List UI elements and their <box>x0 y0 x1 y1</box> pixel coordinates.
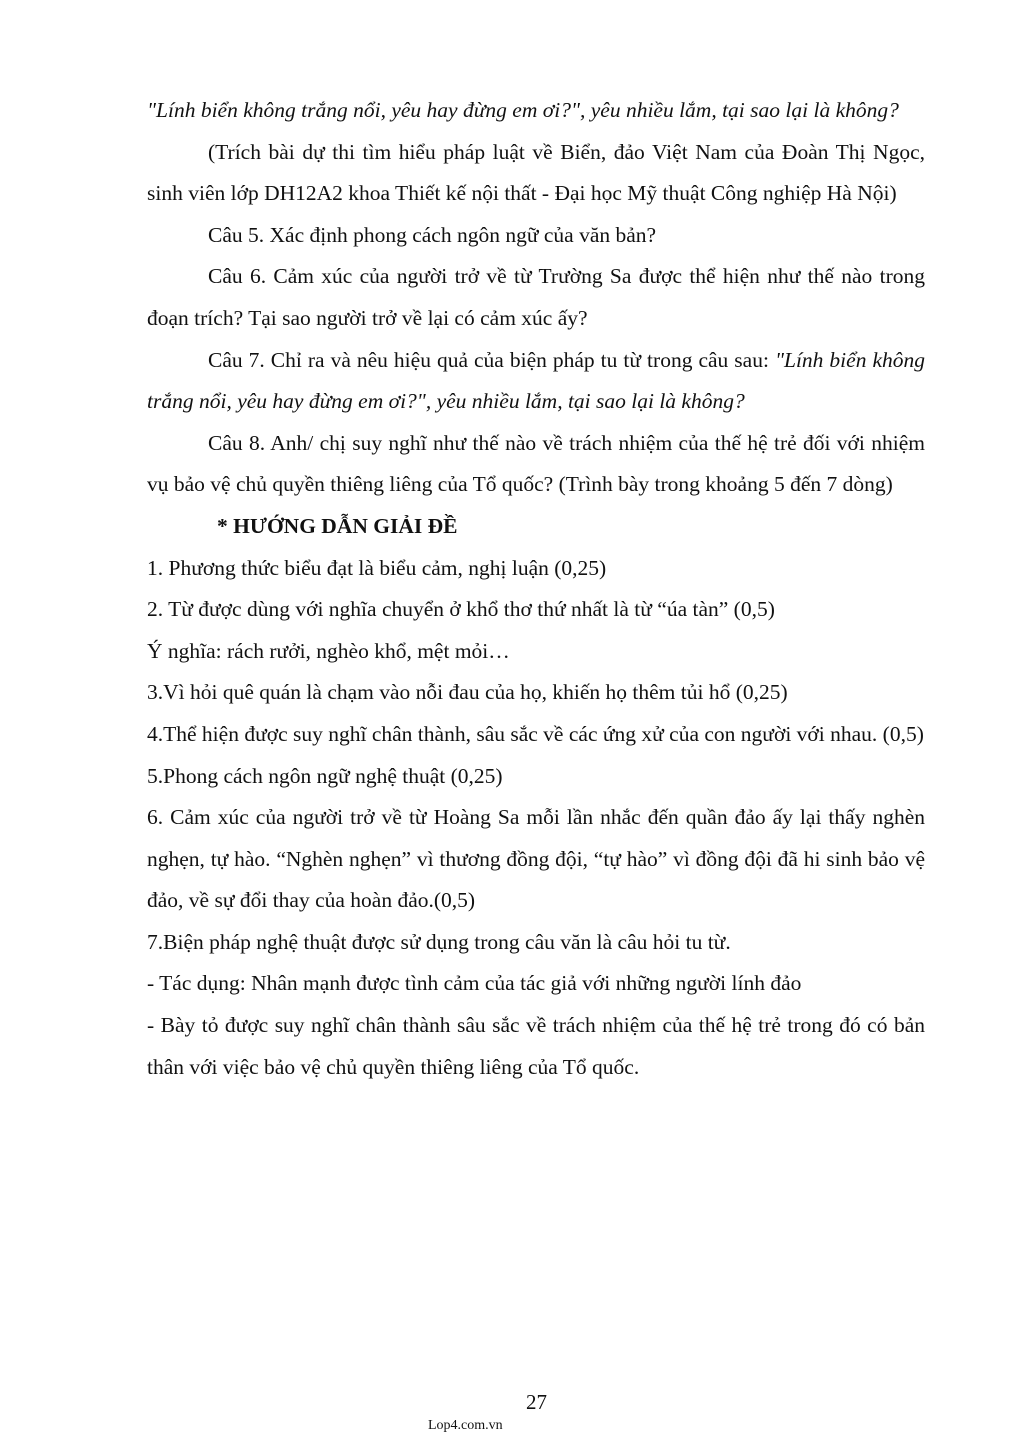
page-number: 27 <box>526 1390 547 1414</box>
quote-paragraph: "Lính biển không trắng nổi, yêu hay đừng em ơi?", yêu nhiều lắm, tại sao lại là không? <box>147 98 899 122</box>
question-7-quote: "Lính biển không trắng nổi, yêu hay đừng em ơi?", yêu nhiều lắm, tại sao lại là không? <box>147 347 925 414</box>
answer-4: 4.Thể hiện được suy nghĩ chân thành, sâu sắc về các ứng xử của con người với nhau. (0,5) <box>147 721 924 746</box>
answer-heading: * HƯỚNG DẪN GIẢI ĐỀ <box>217 513 458 538</box>
footer-site-name: Lop4.com.vn <box>428 1418 503 1433</box>
answer-3: 3.Vì hỏi quê quán là chạm vào nỗi đau của họ, khiến họ thêm tủi hổ (0,25) <box>147 680 788 705</box>
answer-7-effect: - Tác dụng: Nhân mạnh được tình cảm của tác giả với những người lính đảo <box>147 971 802 996</box>
question-7 <box>147 340 925 423</box>
question-7-text: Câu 7. Chỉ ra và nêu hiệu quả của biện pháp tu từ trong câu sau: <box>208 347 775 372</box>
answer-1: 1. Phương thức biểu đạt là biểu cảm, nghị luận (0,25) <box>147 555 607 580</box>
answer-2-meaning: Ý nghĩa: rách rưởi, nghèo khổ, mệt mỏi… <box>147 638 510 663</box>
answer-7-reflection: - Bày tỏ được suy nghĩ chân thành sâu sắc về trách nhiệm của thế hệ trẻ trong đó có bản thân với việc bảo vệ chủ quyền thiêng liêng của Tổ quốc. <box>147 1013 925 1079</box>
answer-2: 2. Từ được dùng với nghĩa chuyển ở khổ thơ thứ nhất là từ “úa tàn” (0,5) <box>147 597 775 622</box>
answer-6: 6. Cảm xúc của người trở về từ Hoàng Sa mỗi lần nhắc đến quần đảo ấy lại thấy nghèn nghẹn, tự hào. “Nghèn nghẹn” vì thương đồng đội, “tự hào” vì đồng đội đã hi sinh bảo vệ đảo, về sự đổi thay của hoàn đảo.(0,5) <box>147 805 925 913</box>
source-citation: (Trích bài dự thi tìm hiểu pháp luật về Biển, đảo Việt Nam của Đoàn Thị Ngọc, sinh viên lớp DH12A2 khoa Thiết kế nội thất - Đại học Mỹ thuật Công nghiệp Hà Nội) <box>147 139 925 206</box>
answer-7: 7.Biện pháp nghệ thuật được sử dụng trong câu văn là câu hỏi tu từ. <box>147 929 731 954</box>
document-body <box>147 90 925 1088</box>
answer-5: 5.Phong cách ngôn ngữ nghệ thuật (0,25) <box>147 763 503 788</box>
question-8: Câu 8. Anh/ chị suy nghĩ như thế nào về trách nhiệm của thế hệ trẻ đối với nhiệm vụ bảo vệ chủ quyền thiêng liêng của Tổ quốc? (Trình bày trong khoảng 5 đến 7 dòng) <box>147 430 925 497</box>
question-6: Câu 6. Cảm xúc của người trở về từ Trường Sa được thể hiện như thế nào trong đoạn trích? Tại sao người trở về lại có cảm xúc ấy? <box>147 264 925 330</box>
question-5: Câu 5. Xác định phong cách ngôn ngữ của văn bản? <box>208 222 657 247</box>
